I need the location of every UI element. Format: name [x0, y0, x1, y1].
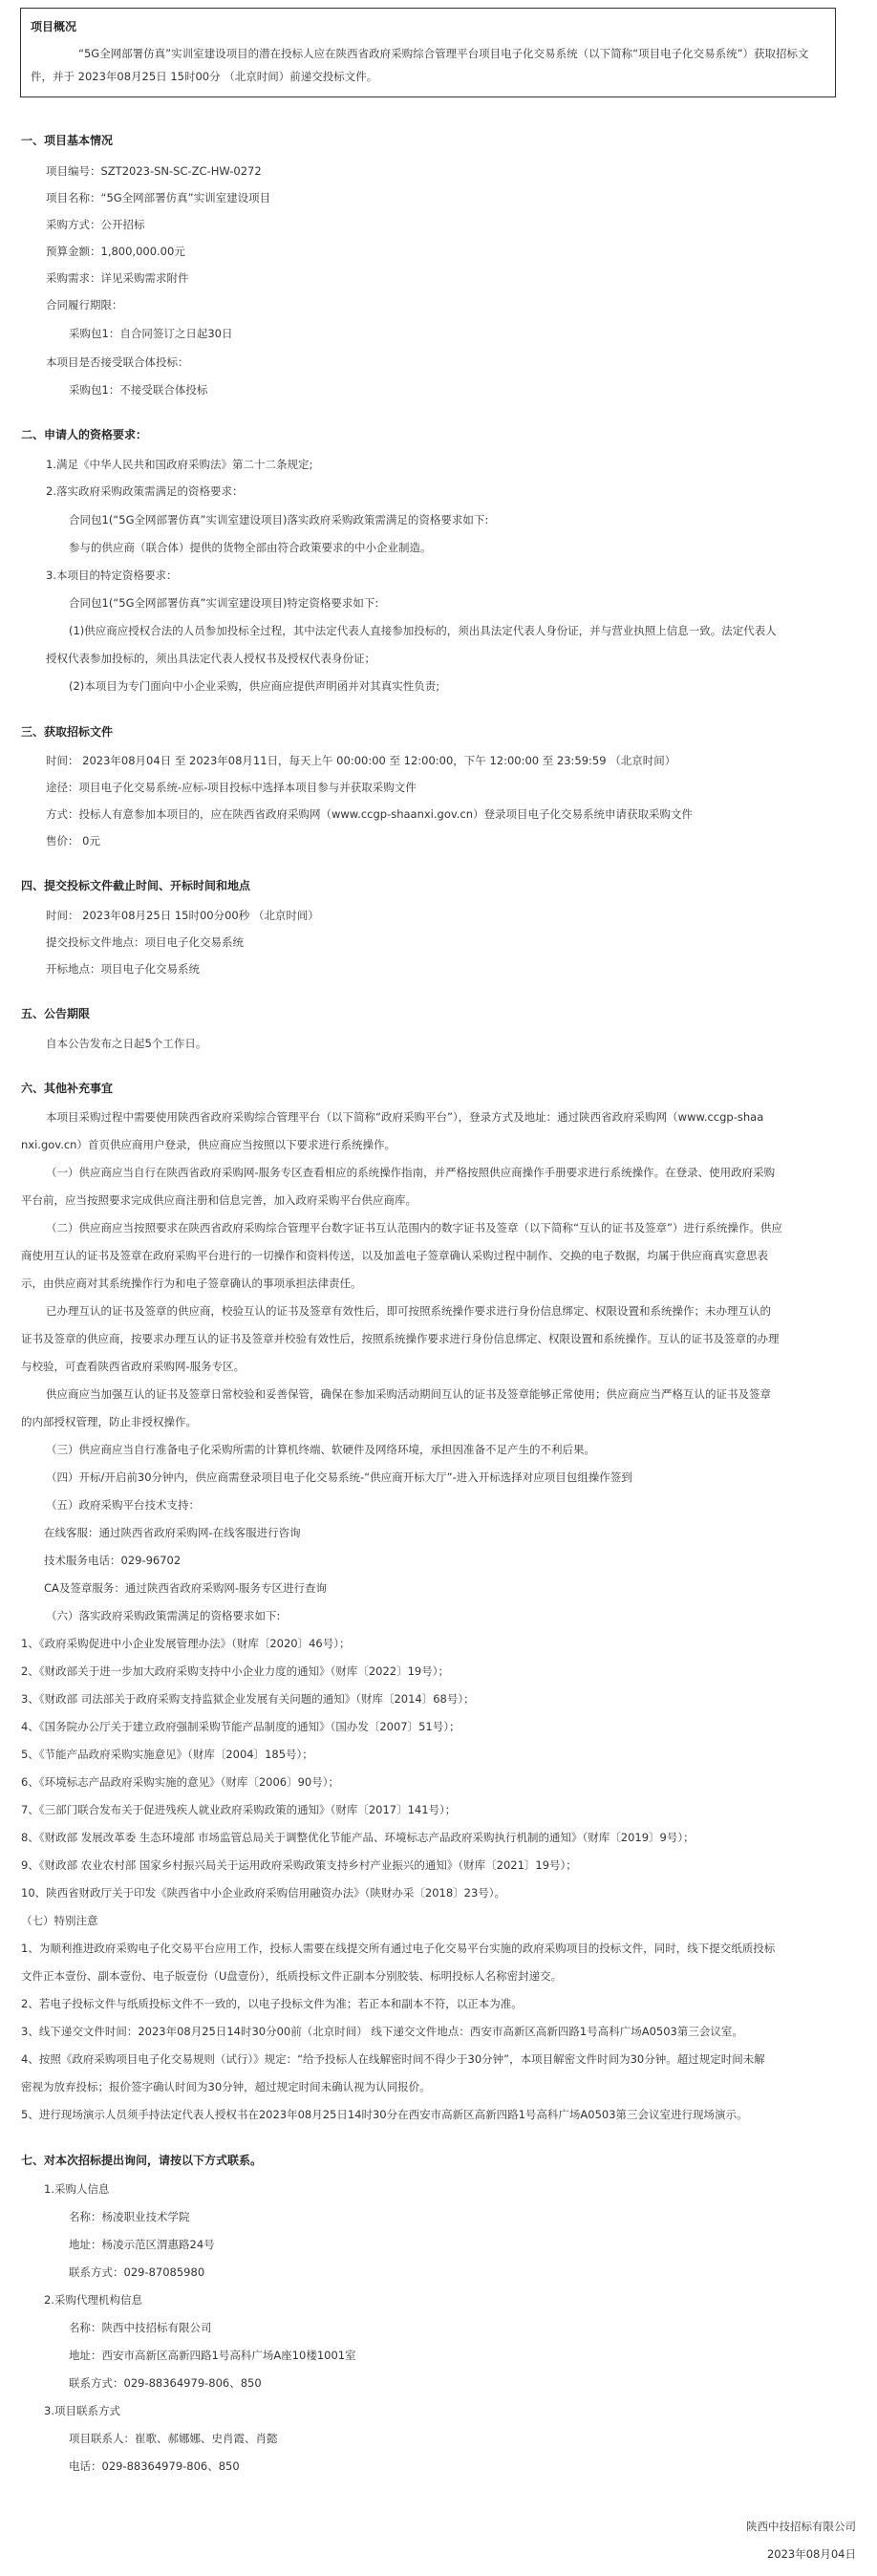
deadline-time: 时间： 2023年08月25日 15时00分00秒 （北京时间）: [46, 909, 319, 922]
other-p4a: 已办理互认的证书及签章的供应商，校验互认的证书及签章有效性后，即可按照系统操作要求进行身份信息绑定、权限设置和系统操作；未办理互认的: [46, 1304, 771, 1318]
obtain-time: 时间： 2023年08月04日 至 2023年08月11日，每天上午 00:00:00 至 12:00:00，下午 12:00:00 至 23:59:59 （北京时间）: [46, 754, 676, 767]
announcement-period: 自本公告发布之日起5个工作日。: [46, 1037, 207, 1050]
other-ca-service: CA及签章服务：通过陕西省政府采购网-服务专区进行查询: [44, 1581, 328, 1595]
agency-name: 名称：陕西中技招标有限公司: [69, 2321, 212, 2334]
joint-bid-value: 采购包1：不接受联合体投标: [69, 383, 208, 397]
special-notice-title: （七）特别注意: [21, 1914, 98, 1927]
opening-location: 开标地点：项目电子化交易系统: [46, 962, 200, 976]
section-title-basic: 一、项目基本情况: [21, 134, 114, 147]
policy-law-4: 4、《国务院办公厅关于建立政府强制采购节能产品制度的通知》（国办发〔2007〕51号）；: [21, 1720, 460, 1733]
qual-line-5: 3.本项目的特定资格要求：: [46, 569, 178, 582]
obtain-method: 方式：投标人有意参加本项目的，应在陕西省政府采购网（www.ccgp-shaanxi.gov.cn）登录项目电子化交易系统申请获取采购文件: [46, 807, 694, 821]
other-online-service: 在线客服：通过陕西省政府采购网-在线客服进行咨询: [44, 1526, 301, 1539]
joint-bid-label: 本项目是否接受联合体投标：: [46, 355, 189, 369]
overview-text: “5G全网部署仿真”实训室建设项目的潜在投标人应在陕西省政府采购综合管理平台项目电子化交易系统（以下简称“项目电子化交易系统”）获取招标文件，并于 2023年08月25日 15时00分 （北京时间）前递交投标文件。: [31, 47, 809, 83]
policy-law-1: 1、《政府采购促进中小企业发展管理办法》（财库〔2020〕46号）；: [21, 1637, 351, 1650]
qual-line-1: 1.满足《中华人民共和国政府采购法》第二十二条规定;: [46, 458, 313, 471]
other-p12: （六）落实政府采购政策需满足的资格要求如下:: [46, 1609, 281, 1622]
signature-date: 2023年08月04日: [766, 2547, 856, 2561]
policy-law-6: 6、《环境标志产品政府采购实施的意见》（财库〔2006〕90号）；: [21, 1775, 339, 1789]
other-tech-phone: 技术服务电话：029-96702: [44, 1554, 182, 1567]
special-notice-4a: 4、按照《政府采购项目电子化交易规则（试行）》规定：“给予投标人在线解密时间不得少于30分钟”，本项目解密文件时间为30分钟。超过规定时间未解: [21, 2052, 765, 2066]
budget-amount: 预算金额：1,800,000.00元: [46, 245, 185, 258]
procurement-requirement: 采购需求：详见采购需求附件: [46, 271, 189, 285]
purchaser-phone: 联系方式：029-87085980: [69, 2265, 205, 2279]
project-number: 项目编号：SZT2023-SN-SC-ZC-HW-0272: [46, 164, 262, 178]
other-p6: （三）供应商应当自行准备电子化采购所需的计算机终端、软硬件及网络环境，承担因准备不足产生的不利后果。: [46, 1443, 595, 1456]
other-p4b: 证书及签章的供应商，按要求办理互认的证书及签章并校验有效性后，按照系统操作要求进行身份信息绑定、权限设置和系统操作。互认的证书及签章的办理: [21, 1332, 780, 1345]
qual-line-8: 授权代表参加投标的，须出具法定代表人授权书及授权代表身份证；: [46, 652, 375, 665]
section-title-period: 五、公告期限: [21, 1007, 91, 1020]
agency-address: 地址：西安市高新区高新四路1号高科广场A座10楼1001室: [69, 2349, 356, 2362]
procurement-method: 采购方式：公开招标: [46, 218, 145, 231]
section-title-other: 六、其他补充事宜: [21, 1082, 114, 1095]
policy-law-8: 8、《财政部 发展改革委 生态环境部 市场监管总局关于调整优化节能产品、环境标志产品政府采购执行机制的通知》（财库〔2019〕9号）；: [21, 1831, 695, 1844]
purchaser-info-title: 1.采购人信息: [44, 2182, 110, 2196]
other-p5a: 供应商应当加强互认的证书及签章日常校验和妥善保管，确保在参加采购活动期间互认的证书及签章能够正常使用；供应商应当严格互认的证书及签章: [46, 1387, 771, 1401]
policy-law-7: 7、《三部门联合发布关于促进残疾人就业政府采购政策的通知》（财库〔2017〕141号）；: [21, 1803, 457, 1816]
other-p5b: 的内部授权管理，防止非授权操作。: [21, 1415, 197, 1428]
policy-law-5: 5、《节能产品政府采购实施意见》（财库〔2004〕185号）；: [21, 1748, 313, 1761]
purchaser-address: 地址：杨凌示范区渭惠路24号: [69, 2238, 215, 2251]
agency-info-title: 2.采购代理机构信息: [44, 2293, 142, 2307]
obtain-channel: 途径：项目电子化交易系统-应标-项目投标中选择本项目参与并获取采购文件: [46, 781, 417, 794]
qual-line-9: (2)本项目为专门面向中小企业采购，供应商应提供声明函并对其真实性负责;: [69, 679, 440, 693]
special-notice-1b: 文件正本壹份、副本壹份、电子版壹份（U盘壹份），纸质投标文件正副本分别胶装、标明投标人名称密封递交。: [21, 1969, 563, 1983]
section-title-obtain: 三、获取招标文件: [21, 725, 114, 739]
policy-law-9: 9、《财政部 农业农村部 国家乡村振兴局关于运用政府采购政策支持乡村产业振兴的通知》（财库〔2021〕19号）；: [21, 1858, 577, 1872]
agency-phone: 联系方式：029-88364979-806、850: [69, 2376, 262, 2390]
project-contact-title: 3.项目联系方式: [44, 2404, 120, 2417]
special-notice-1a: 1、为顺利推进政府采购电子化交易平台应用工作，投标人需要在线提交所有通过电子化交易平台实施的政府采购项目的投标文件，同时，线下提交纸质投标: [21, 1942, 776, 1955]
project-overview-box: [20, 8, 836, 97]
other-p1b: nxi.gov.cn）首页供应商用户登录，供应商应当按照以下要求进行系统操作。: [21, 1138, 396, 1151]
overview-title: 项目概况: [31, 20, 77, 33]
section-title-deadline: 四、提交投标文件截止时间、开标时间和地点: [21, 879, 251, 892]
section-title-qualification: 二、申请人的资格要求：: [21, 428, 148, 441]
other-p1a: 本项目采购过程中需要使用陕西省政府采购综合管理平台（以下简称“政府采购平台”），登录方式及地址：通过陕西省政府采购网（www.ccgp-shaa: [46, 1110, 764, 1124]
other-p2a: （一）供应商应当自行在陕西省政府采购网-服务专区查看相应的系统操作指南，并严格按照供应商操作手册要求进行系统操作。在登录、使用政府采购: [46, 1166, 776, 1179]
submission-location: 提交投标文件地点：项目电子化交易系统: [46, 935, 244, 949]
policy-law-3: 3、《财政部 司法部关于政府采购支持监狱企业发展有关问题的通知》（财库〔2014〕68号）；: [21, 1692, 475, 1706]
policy-law-2: 2、《财政部关于进一步加大政府采购支持中小企业力度的通知》（财库〔2022〕19号）；: [21, 1664, 449, 1678]
qual-line-7: (1)供应商应授权合法的人员参加投标全过程，其中法定代表人直接参加投标的，须出具法定代表人身份证，并与营业执照上信息一致。法定代表人: [69, 624, 777, 637]
other-p3c: 示，由供应商对其系统操作行为和电子签章确认的事项承担法律责任。: [21, 1277, 362, 1290]
other-p2b: 平台前，应当按照要求完成供应商注册和信息完善，加入政府采购平台供应商库。: [21, 1193, 417, 1207]
signature-org: 陕西中技招标有限公司: [746, 2520, 856, 2533]
special-notice-2: 2、若电子投标文件与纸质投标文件不一致的，以电子投标文件为准；若正本和副本不符，以正本为准。: [21, 1997, 523, 2010]
other-p3b: 商使用互认的证书及签章在政府采购平台进行的一切操作和资料传送，以及加盖电子签章确认采购过程中制作、交换的电子数据，均属于供应商真实意思表: [21, 1249, 768, 1262]
other-p8: （五）政府采购平台技术支持：: [46, 1498, 200, 1512]
other-p3a: （二）供应商应当按照要求在陕西省政府采购综合管理平台数字证书互认范围内的数字证书及签章（以下简称“互认的证书及签章”）进行系统操作。供应: [46, 1221, 782, 1234]
project-name: 项目名称：“5G全网部署仿真”实训室建设项目: [46, 191, 271, 204]
qual-line-3: 合同包1(“5G全网部署仿真”实训室建设项目)落实政府采购政策需满足的资格要求如下:: [69, 513, 489, 526]
other-p4c: 与校验，可查看陕西省政府采购网-服务专区。: [21, 1360, 246, 1373]
qual-line-6: 合同包1(“5G全网部署仿真”实训室建设项目)特定资格要求如下:: [69, 596, 379, 610]
policy-law-10: 10、陕西省财政厅关于印发《陕西省中小企业政府采购信用融资办法》（陕财办采〔2018〕23号）。: [21, 1886, 506, 1900]
special-notice-3: 3、线下递交文件时间：2023年08月25日14时30分00前（北京时间） 线下递交文件地点：西安市高新区高新四路1号高科广场A0503第三会议室。: [21, 2025, 743, 2038]
contract-period-value: 采购包1：自合同签订之日起30日: [69, 327, 233, 340]
project-contact-persons: 项目联系人：崔歌、郝娜娜、史肖霞、肖懿: [69, 2432, 278, 2445]
qual-line-2: 2.落实政府采购政策需满足的资格要求：: [46, 484, 244, 498]
section-title-contact: 七、对本次招标提出询问，请按以下方式联系。: [21, 2154, 263, 2167]
contract-period-label: 合同履行期限：: [46, 298, 123, 311]
qual-line-4: 参与的供应商（联合体）提供的货物全部由符合政策要求的中小企业制造。: [69, 541, 432, 554]
other-p7: （四）开标/开启前30分钟内，供应商需登录项目电子化交易系统-“供应商开标大厅”-进入开标选择对应项目包组操作签到: [46, 1470, 632, 1484]
purchaser-name: 名称：杨凌职业技术学院: [69, 2210, 190, 2223]
special-notice-4b: 密视为放弃投标；报价签字确认时间为30分钟，超过规定时间未确认视为认同报价。: [21, 2080, 431, 2093]
project-contact-phone: 电话：029-88364979-806、850: [69, 2459, 240, 2473]
obtain-price: 售价： 0元: [46, 834, 100, 848]
special-notice-5: 5、进行现场演示人员须手持法定代表人授权书在2023年08月25日14时30分在西安市高新区高新四路1号高科广场A0503第三会议室进行现场演示。: [21, 2108, 748, 2121]
